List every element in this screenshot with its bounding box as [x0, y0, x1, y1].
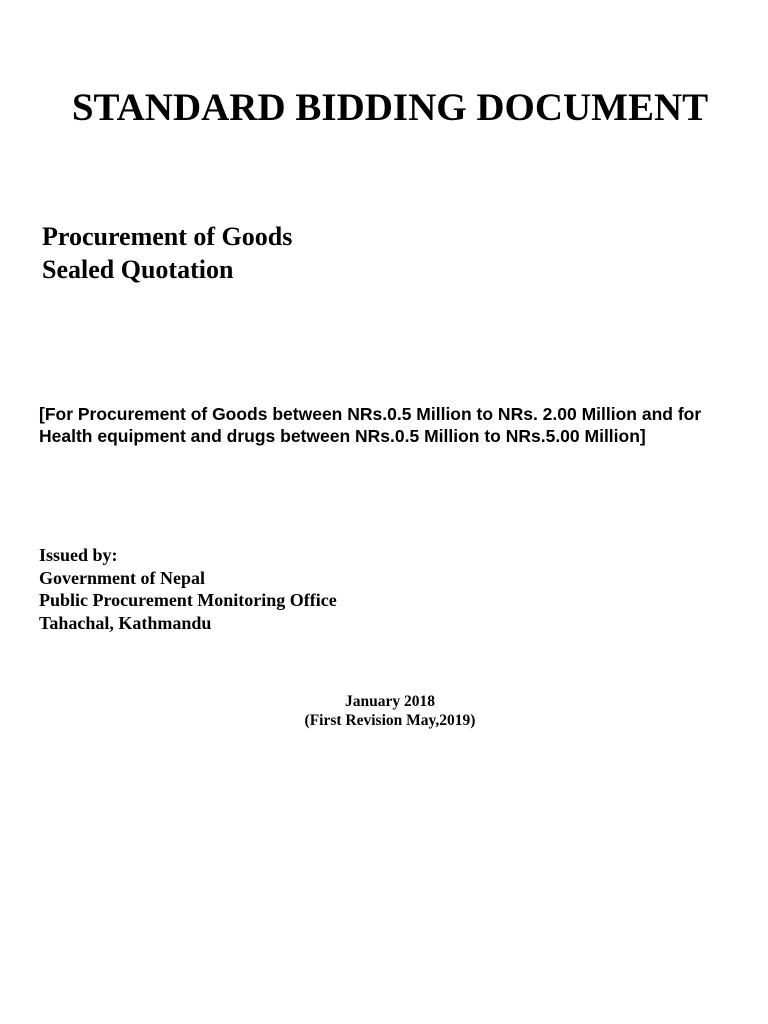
- subtitle-line-procurement: Procurement of Goods: [42, 222, 293, 251]
- issuer-line-office: Public Procurement Monitoring Office: [39, 590, 337, 610]
- issuer-heading: Issued by:: [39, 545, 118, 565]
- revision-note: (First Revision May,2019): [304, 712, 476, 729]
- scope-statement: [For Procurement of Goods between NRs.0.5 Million to NRs. 2.00 Million and for Health equipment and drugs between NRs.0.5 Million to NRs.5.00 Million]: [39, 404, 702, 446]
- issuer-line-government: Government of Nepal: [39, 567, 205, 588]
- issuer-line-location: Tahachal, Kathmandu: [39, 612, 212, 633]
- document-subtitle: [42, 220, 292, 286]
- document-title: STANDARD BIDDING DOCUMENT: [71, 86, 709, 129]
- issuer-block: [39, 544, 337, 634]
- date-block: [0, 692, 768, 730]
- issue-date: January 2018: [345, 693, 435, 710]
- subtitle-line-method: Sealed Quotation: [42, 255, 234, 284]
